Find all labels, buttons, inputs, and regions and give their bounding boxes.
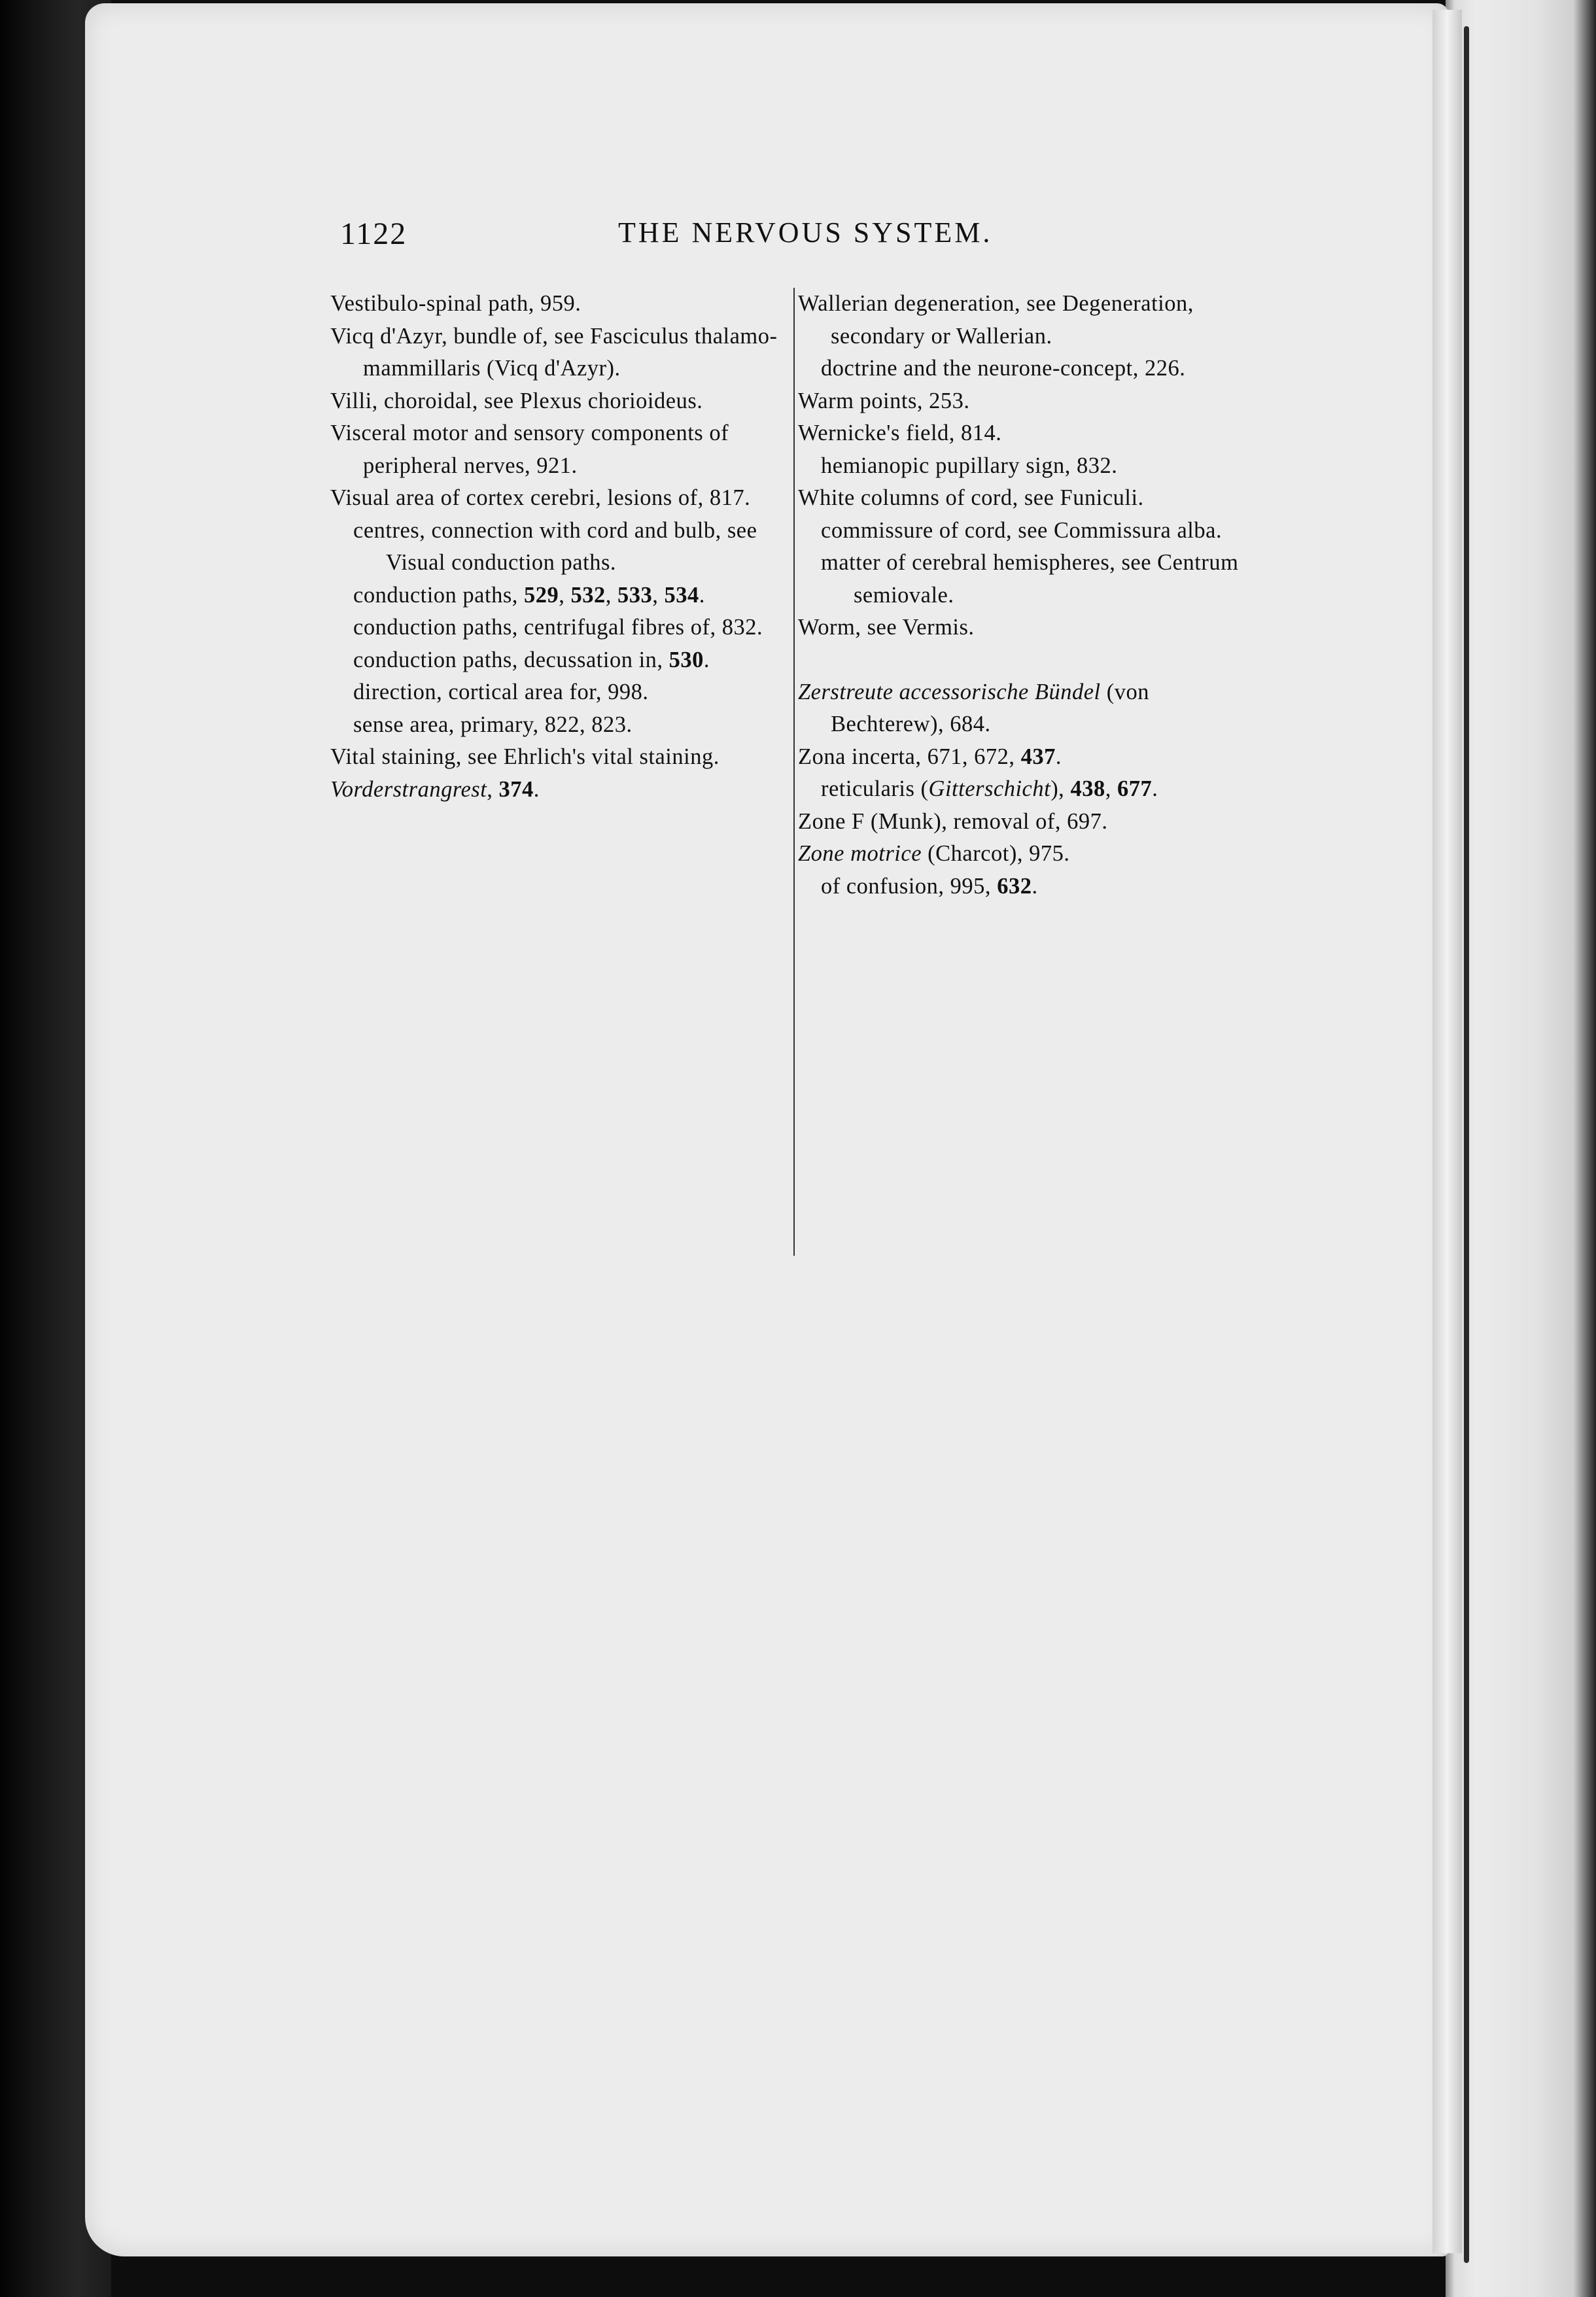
entry-text: commissure of cord, see Commissura alba. <box>821 517 1223 543</box>
index-entry <box>798 612 1256 644</box>
index-entry <box>330 709 782 742</box>
index-entry <box>330 385 782 418</box>
entry-text: White columns of cord, see Funiculi. <box>798 485 1144 510</box>
entry-text: . <box>1032 873 1038 899</box>
page-ref-bold: 529 <box>524 582 559 608</box>
index-entry <box>330 741 782 774</box>
entry-text: conduction paths, centrifugal fibres of, 832. <box>353 615 763 640</box>
index-entry <box>330 612 782 644</box>
entry-text: (von Bechterew), 684. <box>831 679 1149 736</box>
index-entry <box>330 515 782 579</box>
entry-text: ), <box>1050 776 1071 801</box>
index-entry <box>330 417 782 482</box>
index-column-left <box>330 288 782 806</box>
entry-text: Vestibulo-spinal path, 959. <box>330 291 581 316</box>
entry-text: (Charcot), 975. <box>922 841 1070 866</box>
index-entry <box>330 579 782 612</box>
index-entry <box>798 547 1256 612</box>
entry-text: sense area, primary, 822, 823. <box>353 712 633 737</box>
index-entry <box>330 288 782 320</box>
index-entry <box>798 353 1256 385</box>
entry-text: Warm points, 253. <box>798 388 970 413</box>
entry-text: doctrine and the neurone-concept, 226. <box>821 356 1186 381</box>
entry-text: of confusion, 995, <box>821 873 998 899</box>
entry-text: Wallerian degeneration, see Degeneration, secondary or Wallerian. <box>798 291 1194 349</box>
page-ref-bold: 533 <box>617 582 653 608</box>
entry-text: conduction paths, decussation in, <box>353 647 669 672</box>
index-entry <box>798 385 1256 418</box>
entry-text: matter of cerebral hemispheres, see Centrum semiovale. <box>821 550 1239 608</box>
page-ref-bold: 530 <box>668 647 704 672</box>
entry-text: Zone F (Munk), removal of, 697. <box>798 808 1108 834</box>
entry-text: , <box>652 582 665 608</box>
column-divider <box>793 288 795 1256</box>
entry-text: , <box>605 582 617 608</box>
entry-text: centres, connection with cord and bulb, see Visual conduction paths. <box>353 517 757 575</box>
index-entry <box>798 450 1256 483</box>
index-page-content <box>330 216 1311 1066</box>
entry-text: Zona incerta, 671, 672, <box>798 744 1021 769</box>
page-number: 1122 <box>340 216 408 251</box>
page-ref-bold: 437 <box>1020 744 1056 769</box>
index-entry <box>798 838 1256 871</box>
index-entry <box>798 676 1256 741</box>
page-fold-edge <box>1432 10 1462 2253</box>
entry-text: Visual area of cortex cerebri, lesions of, 817. <box>330 485 751 510</box>
page-header <box>330 216 1311 268</box>
entry-text: hemianopic pupillary sign, 832. <box>821 453 1118 478</box>
index-entry <box>798 871 1256 903</box>
entry-text: Villi, choroidal, see Plexus chorioideus. <box>330 388 703 413</box>
entry-text: . <box>1152 776 1158 801</box>
entry-text: Vital staining, see Ehrlich's vital staining. <box>330 744 720 769</box>
entry-text: . <box>1055 744 1062 769</box>
index-entry <box>798 515 1256 547</box>
index-entry <box>798 288 1256 353</box>
page-ref-bold: 374 <box>498 776 534 802</box>
entry-text: , <box>487 776 499 802</box>
index-entry <box>798 482 1256 515</box>
entry-text: reticularis ( <box>821 776 929 801</box>
entry-text: , <box>1105 776 1117 801</box>
index-entry <box>798 741 1256 774</box>
entry-text: Vicq d'Azyr, bundle of, see Fasciculus thalamo-mammillaris (Vicq d'Azyr). <box>330 323 778 381</box>
index-entry <box>330 774 782 806</box>
entry-text: . <box>703 647 710 672</box>
page-ref-bold: 532 <box>570 582 606 608</box>
entry-text: conduction paths, <box>353 582 524 608</box>
entry-text: Wernicke's field, 814. <box>798 421 1002 445</box>
page-ref-bold: 632 <box>997 873 1032 899</box>
entry-text: , <box>559 582 571 608</box>
index-entry <box>330 482 782 515</box>
italic-term: Gitterschicht <box>928 776 1051 801</box>
entry-text: direction, cortical area for, 998. <box>353 680 649 704</box>
page-ref-bold: 438 <box>1070 776 1105 801</box>
italic-term: Vorderstrangrest <box>330 776 487 802</box>
index-entry <box>330 644 782 677</box>
entry-text: Worm, see Vermis. <box>798 615 975 640</box>
index-entry <box>798 417 1256 450</box>
binding-line <box>1464 26 1469 2263</box>
index-entry <box>330 320 782 385</box>
entry-text: . <box>533 776 540 802</box>
page-ref-bold: 677 <box>1117 776 1153 801</box>
index-entry <box>798 806 1256 838</box>
entry-text: . <box>699 582 705 608</box>
running-title: THE NERVOUS SYSTEM. <box>618 216 993 249</box>
italic-term: Zerstreute accessorische Bündel <box>798 679 1101 704</box>
index-entry <box>330 676 782 709</box>
index-entry <box>798 773 1256 806</box>
index-column-right <box>798 288 1256 903</box>
page-ref-bold: 534 <box>664 582 699 608</box>
italic-term: Zone motrice <box>798 841 922 866</box>
entry-text: Visceral motor and sensory components of peripheral nerves, 921. <box>330 421 729 478</box>
